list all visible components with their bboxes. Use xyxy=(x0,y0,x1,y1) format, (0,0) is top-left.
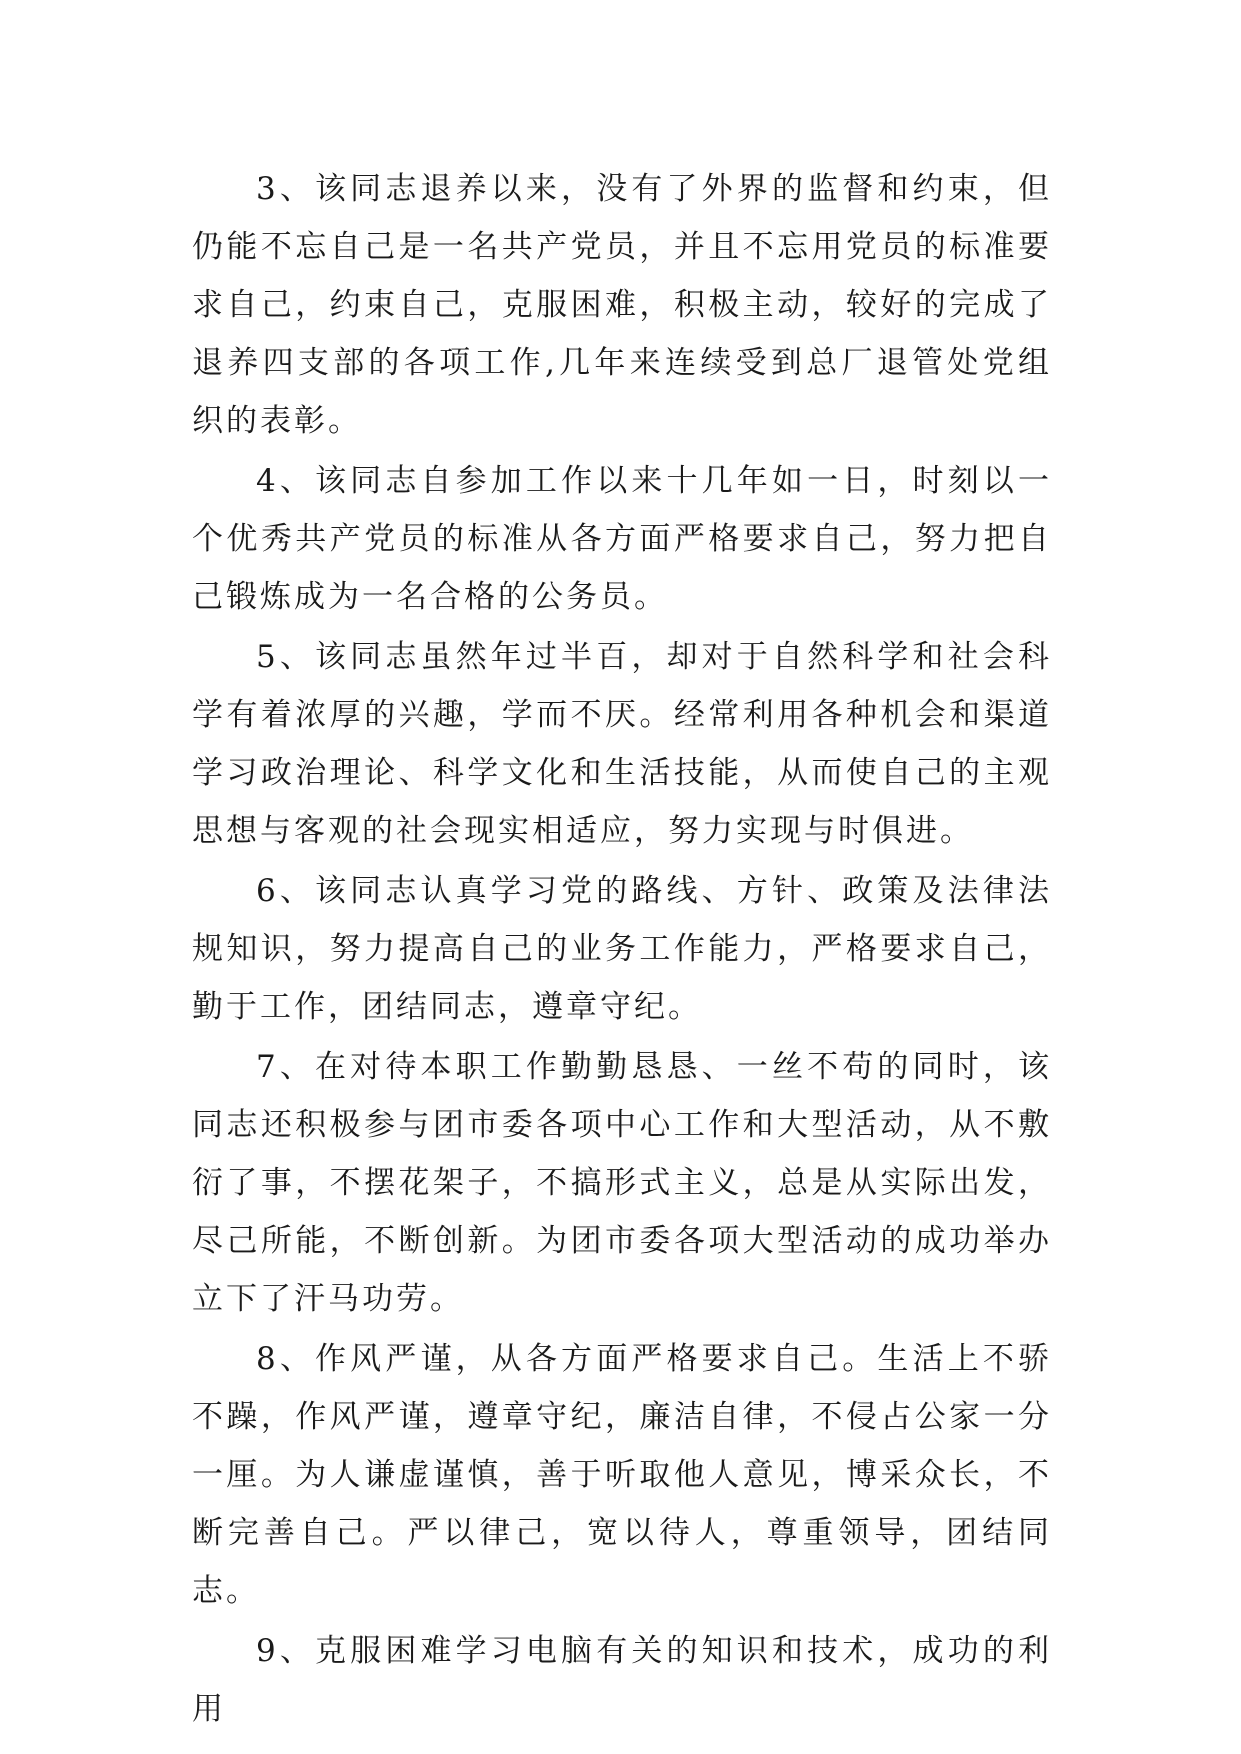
paragraph-3: 3、该同志退养以来，没有了外界的监督和约束，但仍能不忘自己是一名共产党员，并且不忘用党员的标准要求自己，约束自己，克服困难，积极主动，较好的完成了退养四支部的各项工作,几年来连续受到总厂退管处党组织的表彰。 xyxy=(192,171,1052,439)
paragraph-9: 9、克服困难学习电脑有关的知识和技术，成功的利用 xyxy=(192,1633,1052,1727)
paragraph-6: 6、该同志认真学习党的路线、方针、政策及法律法规知识，努力提高自己的业务工作能力，严格要求自己，勤于工作，团结同志，遵章守纪。 xyxy=(192,873,1052,1025)
document-body xyxy=(192,160,1052,1740)
paragraph-5: 5、该同志虽然年过半百，却对于自然科学和社会科学有着浓厚的兴趣，学而不厌。经常利用各种机会和渠道学习政治理论、科学文化和生活技能，从而使自己的主观思想与客观的社会现实相适应，努力实现与时俱进。 xyxy=(192,639,1052,849)
paragraph-7: 7、在对待本职工作勤勤恳恳、一丝不苟的同时，该同志还积极参与团市委各项中心工作和大型活动，从不敷衍了事，不摆花架子，不搞形式主义，总是从实际出发，尽己所能，不断创新。为团市委各项大型活动的成功举办立下了汗马功劳。 xyxy=(192,1049,1052,1317)
paragraph-8: 8、作风严谨，从各方面严格要求自己。生活上不骄不躁，作风严谨，遵章守纪，廉洁自律，不侵占公家一分一厘。为人谦虚谨慎，善于听取他人意见，博采众长，不断完善自己。严以律己，宽以待人，尊重领导，团结同志。 xyxy=(192,1341,1052,1609)
paragraph-4: 4、该同志自参加工作以来十几年如一日，时刻以一个优秀共产党员的标准从各方面严格要求自己，努力把自己锻炼成为一名合格的公务员。 xyxy=(192,463,1052,615)
